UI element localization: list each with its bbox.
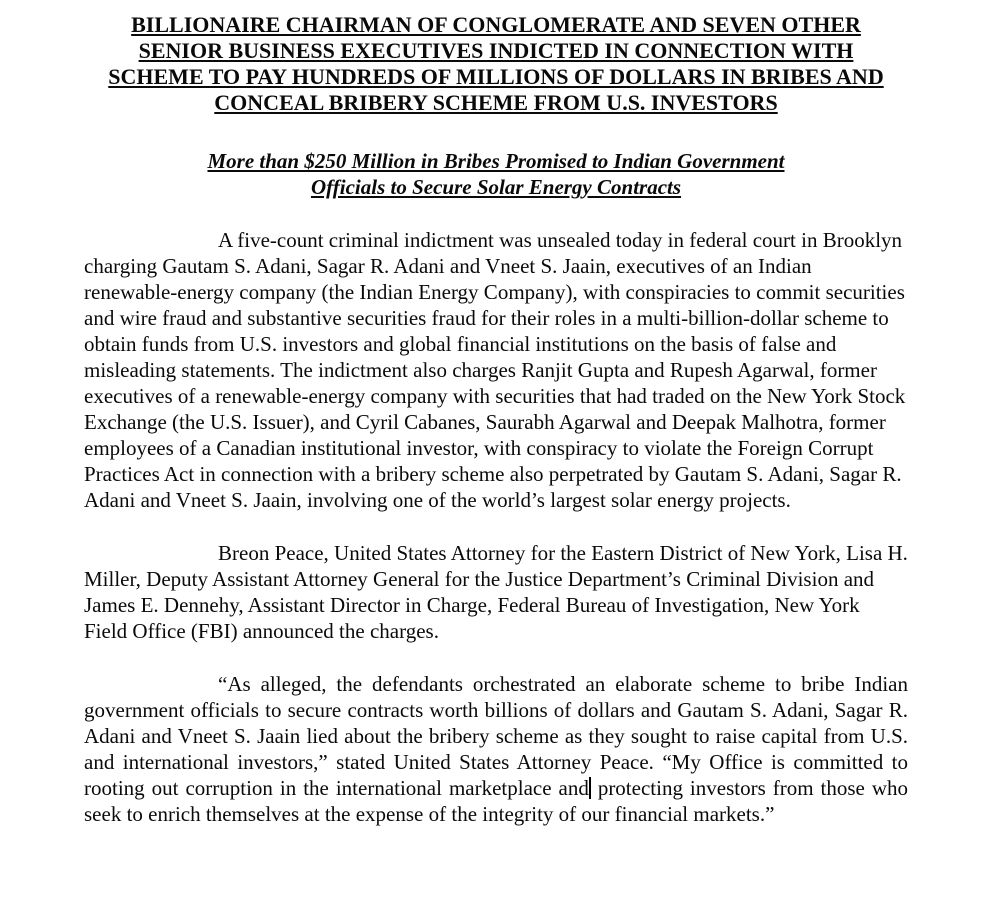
quote-text-before-cursor: “As alleged, the defendants orchestrated an elaborate scheme to bribe Indian government officials to secure contracts worth billions of dollars and Gautam S. Adani, Sagar R. Adani and Vneet S. Jaain lied about the bribery scheme as they sought to raise capital from U.S. and international investors,” stated United States Attorney Peace. “My Office is committed to rooting out corruption in the international marketplace and xyxy=(84,672,908,800)
subheadline-line-2[interactable]: Officials to Secure Solar Energy Contracts xyxy=(310,175,682,199)
paragraph-officials-announcement[interactable]: Breon Peace, United States Attorney for the Eastern District of New York, Lisa H. Miller, Deputy Assistant Attorney General for the Justice Department’s Criminal Division and James E. Dennehy, Assistant Director in Charge, Federal Bureau of Investigation, New York Field Office (FBI) announced the charges. xyxy=(84,541,908,643)
headline xyxy=(62,12,930,116)
paragraph-indictment-summary[interactable]: A five-count criminal indictment was unsealed today in federal court in Brooklyn charging Gautam S. Adani, Sagar R. Adani and Vneet S. Jaain, executives of an Indian renewable-energy company (the Indian Energy Company), with conspiracies to commit securities and wire fraud and substantive securities fraud for their roles in a multi-billion-dollar scheme to obtain funds from U.S. investors and global financial institutions on the basis of false and misleading statements. The indictment also charges Ranjit Gupta and Rupesh Agarwal, former executives of a renewable-energy company with securities that had traded on the New York Stock Exchange (the U.S. Issuer), and Cyril Cabanes, Saurabh Agarwal and Deepak Malhotra, former employees of a Canadian institutional investor, with conspiracy to violate the Foreign Corrupt Practices Act in connection with a bribery scheme also perpetrated by Gautam S. Adani, Sagar R. Adani and Vneet S. Jaain, involving one of the world’s largest solar energy projects. xyxy=(84,228,906,512)
headline-line-2[interactable]: SENIOR BUSINESS EXECUTIVES INDICTED IN CONNECTION WITH xyxy=(138,38,854,63)
subheadline xyxy=(84,148,908,200)
headline-line-4[interactable]: CONCEAL BRIBERY SCHEME FROM U.S. INVESTORS xyxy=(214,90,778,115)
paragraph-attorney-quote[interactable] xyxy=(84,671,908,827)
quote-text-after-cursor: protecting investors from those who seek to enrich themselves at the expense of the integrity of our financial markets.” xyxy=(84,776,908,826)
subheadline-line-1[interactable]: More than $250 Million in Bribes Promised to Indian Government xyxy=(207,149,785,173)
headline-line-3[interactable]: SCHEME TO PAY HUNDREDS OF MILLIONS OF DOLLARS IN BRIBES AND xyxy=(108,64,884,89)
headline-line-1[interactable]: BILLIONAIRE CHAIRMAN OF CONGLOMERATE AND SEVEN OTHER xyxy=(131,12,861,37)
